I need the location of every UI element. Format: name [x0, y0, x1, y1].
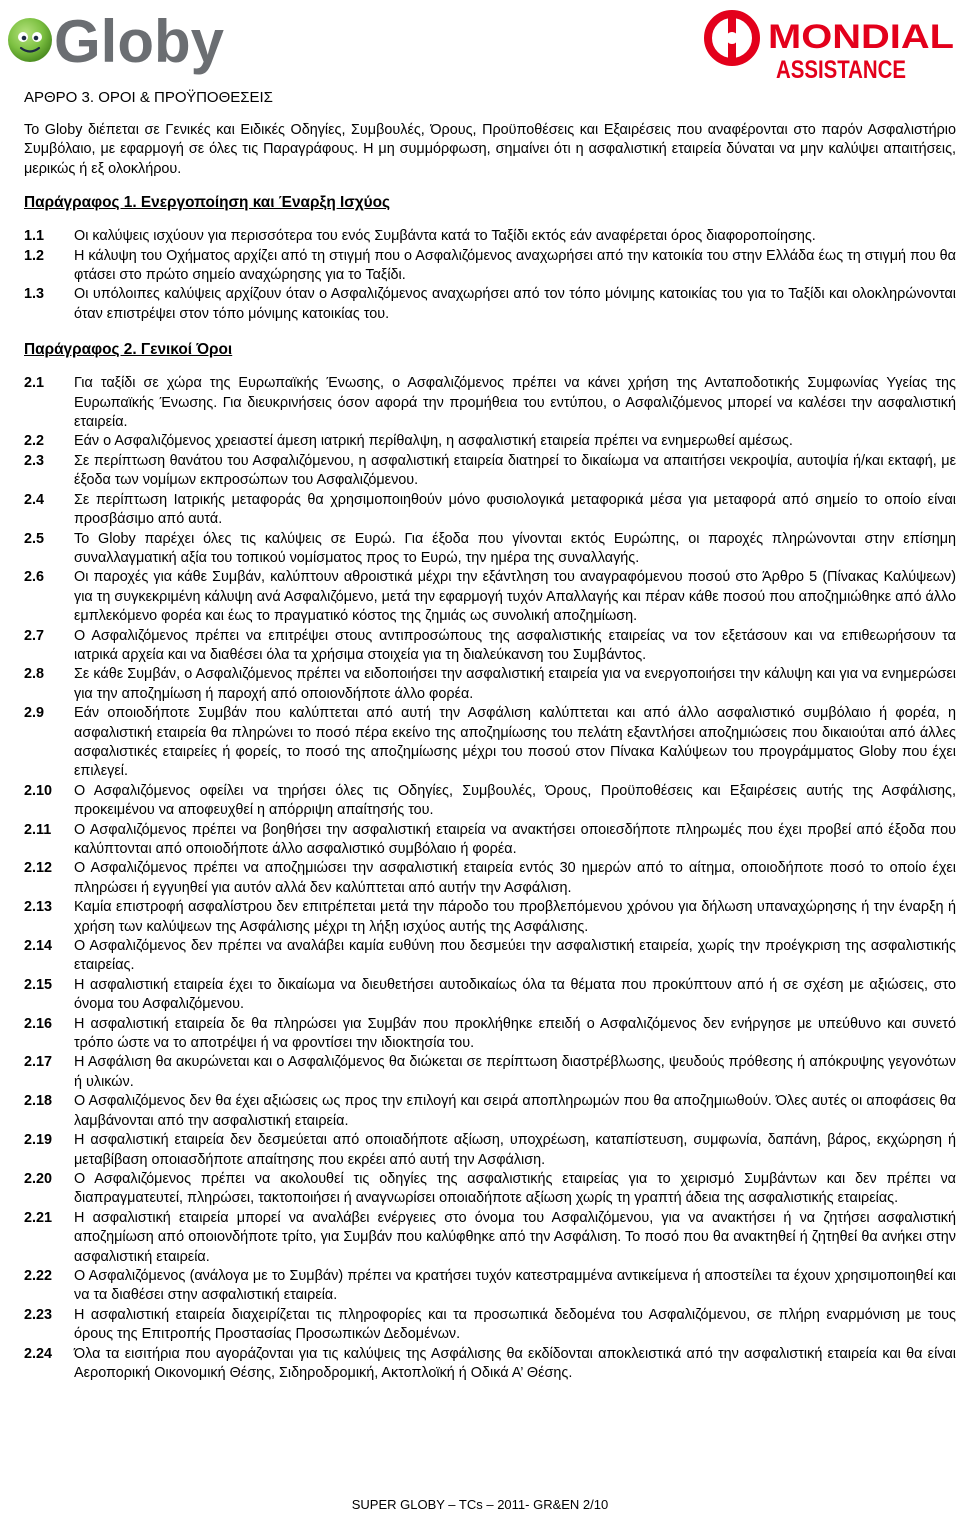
mondial-assistance-logo — [702, 4, 956, 82]
item-text: Ο Ασφαλιζόμενος δεν θα έχει αξιώσεις ως προς την επιλογή και σειρά αποπληρωμών που θα αποζημιωθούν. Όλες αυτές οι αποφάσεις θα λαμβάνονται από την ασφαλιστική εταιρεία. — [74, 1093, 956, 1129]
list-item — [24, 782, 956, 821]
mondial-emblem-icon — [708, 12, 756, 64]
item-number: 2.19 — [24, 1132, 53, 1149]
item-number: 2.21 — [24, 1209, 53, 1226]
list-item — [24, 1306, 956, 1345]
list-item — [24, 1131, 956, 1170]
intro-paragraph: Το Globy διέπεται σε Γενικές και Ειδικές Οδηγίες, Συμβουλές, Όρους, Προϋποθέσεις και Εξαιρέσεις που αναφέρονται στο παρόν Ασφαλιστήριο Συμβόλαιο, με εφαρμογή σε όλες τις Παραγράφους. Η μη συμμόρφωση, σημαίνει ότι η ασφαλιστική εταιρεία δύναται να μην καλύψει απαιτήσεις, μερικώς ή εξ ολοκλήρου. — [24, 122, 956, 177]
item-text: Ο Ασφαλιζόμενος πρέπει να ακολουθεί τις οδηγίες της ασφαλιστικής εταιρείας για το χειρισμό Συμβάντων και δεν πρέπει να διαπραγματευτεί, πληρώσει, τακτοποιήσει ή αναγνωρίσει οποιαδήποτε αξίωση χωρίς τη γραπτή άδεια της ασφαλιστικής εταιρείας. — [74, 1170, 956, 1207]
item-number: 1.1 — [24, 228, 45, 245]
item-text: Ο Ασφαλιζόμενος πρέπει να αποζημιώσει την ασφαλιστική εταιρεία εντός 30 ημερών από το αίτημα, οποιοδήποτε ποσό το οποίο έχει πληρώσει ή εγγυηθεί για αυτόν αλλά δεν καλύπτεται από αυτήν την Ασφάλιση. — [74, 860, 956, 896]
list-item — [24, 432, 956, 451]
list-item — [24, 568, 956, 626]
article-title: ΑΡΘΡΟ 3. ΟΡΟΙ & ΠΡΟΫΠΟΘΕΣΕΙΣ — [24, 89, 273, 106]
item-number: 2.24 — [24, 1345, 53, 1362]
item-number: 2.15 — [24, 976, 53, 993]
assistance-wordmark: ASSISTANCE — [776, 56, 906, 82]
list-item — [24, 821, 956, 860]
item-text: Ο Ασφαλιζόμενος δεν πρέπει να αναλάβει καμία ευθύνη που δεσμεύει την ασφαλιστική εταιρεία, χωρίς την προέγκριση της ασφαλιστικής εταιρείας. — [74, 938, 956, 974]
item-text: Για ταξίδι σε χώρα της Ευρωπαϊκής Ένωσης, ο Ασφαλιζόμενος πρέπει να κάνει χρήση της Ανταποδοτικής Συμφωνίας Υγείας της Ευρωπαϊκής Ένωσης. Για διευκρινήσεις όσον αφορά την προμήθεια του εντύπου, ο Ασφαλιζόμενος μπορεί να καλέσει την ασφαλιστική εταιρεία. — [74, 375, 956, 431]
item-text: Ο Ασφαλιζόμενος (ανάλογα με το Συμβάν) πρέπει να κρατήσει τυχόν κατεστραμμένα αντικείμενα ή αποστείλει τα έχουν χρησιμοποιηθεί και να τα διαθέσει στην ασφαλιστική εταιρεία. — [74, 1267, 956, 1304]
list-item — [24, 1345, 956, 1384]
list-item — [24, 1170, 956, 1209]
item-text: Η ασφαλιστική εταιρεία μπορεί να αναλάβει ενέργειες στο όνομα του Ασφαλιζόμενου, για να ανακτήσει ή να ζητήσει ασφαλιστική αποζημίωση από οποιονδήποτε τρίτο, για Συμβάν που καλύφθηκε από την Ασφάλιση. Το ποσό που θα ανακτηθεί ή ζητηθεί θα ανήκει στην ασφαλιστική εταιρεία. — [74, 1209, 956, 1265]
list-item — [24, 976, 956, 1015]
item-number: 1.3 — [24, 286, 45, 303]
item-number: 2.14 — [24, 938, 53, 955]
item-text: Σε περίπτωση θανάτου του Ασφαλιζόμενου, η ασφαλιστική εταιρεία διατηρεί το δικαίωμα να απαιτήσει νεκροψία, αυτοψία ή/και εκταφή, με έξοδα των νομίμων εκπροσώπων του Ασφαλιζόμενου. — [74, 452, 956, 489]
item-text: Η ασφαλιστική εταιρεία έχει το δικαίωμα να διευθετήσει αυτοδικαίως όλα τα θέματα που προκύπτουν από ή σε σχέση με αξιώσεις, στο όνομα του Ασφαλιζόμενου. — [74, 976, 956, 1013]
section-1-heading: Παράγραφος 1. Ενεργοποίηση και Έναρξη Ισχύος — [24, 194, 391, 212]
list-item — [24, 247, 956, 286]
list-item — [24, 1209, 956, 1267]
list-item — [24, 859, 956, 898]
item-text: Εάν ο Ασφαλιζόμενος χρειαστεί άμεση ιατρική περίθαλψη, η ασφαλιστική εταιρεία πρέπει να ενημερωθεί αμέσως. — [74, 433, 793, 450]
globe-icon — [8, 18, 52, 62]
item-text: Η Ασφάλιση θα ακυρώνεται και ο Ασφαλιζόμενος θα διώκεται σε περίπτωση διαστρέβλωσης, ψευδούς πρόθεσης ή απόκρυψης γεγονότων ή υλικών. — [74, 1054, 956, 1090]
globy-logo-text: Globy — [54, 8, 225, 75]
list-item — [24, 1015, 956, 1054]
section-2-heading: Παράγραφος 2. Γενικοί Όροι — [24, 341, 233, 359]
item-text: Η κάλυψη του Οχήματος αρχίζει από τη στιγμή που ο Ασφαλιζόμενος αναχωρήσει από την κατοικία του στην Ελλάδα έως τη στιγμή που θα φτάσει στο πρώτο σημείο αναχώρησης για το Ταξίδι. — [74, 247, 956, 284]
list-item — [24, 665, 956, 704]
item-number: 2.13 — [24, 899, 53, 916]
item-text: Ο Ασφαλιζόμενος οφείλει να τηρήσει όλες τις Οδηγίες, Συμβουλές, Όρους, Προϋποθέσεις και Εξαιρέσεις αυτής της Ασφάλισης, προκειμένου να αποφευχθεί η απόρριψη απαίτησής του. — [74, 782, 956, 819]
item-text: Η ασφαλιστική εταιρεία δεν δεσμεύεται από οποιαδήποτε αξίωση, υποχρέωση, καταπίστευση, συμφωνία, δαπάνη, βάρος, εκχώρηση ή μεταβίβαση οποιασδήποτε απαίτησης που εκρέει από αυτή την Ασφάλιση. — [74, 1132, 956, 1168]
list-item — [24, 491, 956, 530]
list-item — [24, 1267, 956, 1306]
item-text: Οι υπόλοιπες καλύψεις αρχίζουν όταν ο Ασφαλιζόμενος αναχωρήσει από τον τόπο μόνιμης κατοικίας του για το Ταξίδι και ολοκληρώνονται όταν επιστρέψει στον τόπο μόνιμης κατοικίας του. — [74, 286, 956, 322]
section-1-list — [24, 227, 956, 324]
item-number: 2.23 — [24, 1306, 53, 1323]
list-item — [24, 1053, 956, 1092]
list-item — [24, 937, 956, 976]
item-text: Όλα τα εισιτήρια που αγοράζονται για τις καλύψεις της Ασφάλισης θα εκδίδονται αποκλειστικά από την ασφαλιστική εταιρεία και θα είναι Αεροπορική Οικονομική Θέσης, Σιδηροδρομική, Ακτοπλοϊκή ή Οδικά Α’ Θέσης. — [74, 1345, 956, 1381]
item-number: 2.17 — [24, 1054, 53, 1071]
item-number: 2.11 — [24, 821, 52, 838]
item-text: Η ασφαλιστική εταιρεία διαχειρίζεται τις πληροφορίες και τα προσωπικά δεδομένα του Ασφαλιζόμενου, σε πλήρη εναρμόνιση με τους όρους της Επιτροπής Προστασίας Προσωπικών Δεδομένων. — [74, 1306, 956, 1343]
list-item — [24, 227, 956, 246]
item-number: 2.16 — [24, 1015, 53, 1032]
item-text: Εάν οποιοδήποτε Συμβάν που καλύπτεται από αυτή την Ασφάλιση καλύπτεται και από άλλο ασφαλιστικό συμβόλαιο ή φορέα, η ασφαλιστική εταιρεία θα πληρώνει το ποσό πέρα εκείνο της αποζημίωσης του πελάτη εξαντλήσει αποζημιώσεις που δικαιούται από άλλες ασφαλιστικές εταιρείες ή φορείς, το ποσό της αποζημίωσης μέχρι του ποσού στον Πίνακα Καλύψεων του προγράμματος Globy που έχει επιλεγεί. — [74, 705, 956, 780]
item-number: 2.1 — [24, 375, 45, 392]
item-number: 2.4 — [24, 491, 45, 508]
list-item — [24, 285, 956, 324]
globy-logo — [6, 4, 268, 76]
list-item — [24, 374, 956, 432]
mondial-wordmark: MONDIAL — [768, 18, 954, 56]
list-item — [24, 704, 956, 782]
item-number: 2.7 — [24, 627, 45, 644]
list-item — [24, 1092, 956, 1131]
item-number: 2.8 — [24, 666, 45, 683]
item-text: Η ασφαλιστική εταιρεία δε θα πληρώσει για Συμβάν που προκλήθηκε επειδή ο Ασφαλιζόμενος δεν ενήργησε με υπεύθυνο και συνετό τρόπο ώστε να το αποτρέψει ή να φροντίσει την ιδιοκτησία του. — [74, 1015, 956, 1052]
page-footer: SUPER GLOBY – TCs – 2011- GR&EN 2/10 — [351, 1497, 609, 1512]
item-number: 2.6 — [24, 569, 45, 586]
item-text: Οι καλύψεις ισχύουν για περισσότερα του ενός Συμβάντα κατά το Ταξίδι εκτός εάν αναφέρεται όρος διαφοροποίησης. — [74, 228, 816, 245]
item-text: Σε κάθε Συμβάν, ο Ασφαλιζόμενος πρέπει να ειδοποιήσει την ασφαλιστική εταιρεία για να ενεργοποιήσει την κάλυψη και για να ενημερώσει για την αποζημίωση ή παροχή από οποιονδήποτε άλλο φορέα. — [74, 666, 956, 702]
item-text: Το Globy παρέχει όλες τις καλύψεις σε Ευρώ. Για έξοδα που γίνονται εκτός Ευρώπης, οι παροχές πληρώνονται στην επίσημη συναλλαγματική αξία του τοπικού νομίσματος προς το Ευρώ, την ημέρα της συναλλαγής. — [74, 530, 956, 566]
item-number: 2.5 — [24, 530, 45, 547]
section-2-list — [24, 374, 956, 1383]
item-number: 2.3 — [24, 452, 45, 469]
list-item — [24, 530, 956, 569]
item-number: 2.22 — [24, 1267, 53, 1284]
item-text: Οι παροχές για κάθε Συμβάν, καλύπτουν αθροιστικά μέχρι την εξάντληση του αναγραφόμενου ποσού στο Άρθρο 5 (Πίνακας Καλύψεων) για τη συγκεκριμένη κάλυψη ανά Ασφαλιζόμενο, μετά την εφαρμογή τυχόν Απαλλαγής και πέραν κάθε ποσού που αποζημιώθηκε από άλλο εμπλεκόμενο φορέα και έως το πραγματικό κόστος της ζημιάς ως συνολική αποζημίωση. — [74, 569, 956, 625]
item-number: 2.18 — [24, 1093, 53, 1110]
document-body — [24, 88, 956, 1383]
item-number: 2.10 — [24, 782, 53, 799]
item-number: 1.2 — [24, 247, 45, 264]
item-number: 2.2 — [24, 433, 45, 450]
list-item — [24, 898, 956, 937]
item-text: Ο Ασφαλιζόμενος πρέπει να βοηθήσει την ασφαλιστική εταιρεία να ανακτήσει οποιεσδήποτε πληρωμές που έχει προβεί από έξοδα που καλύπτονται από οποιοδήποτε άλλο ασφαλιστικό συμβόλαιο ή φορέα. — [74, 821, 956, 857]
list-item — [24, 627, 956, 666]
list-item — [24, 452, 956, 491]
item-text: Σε περίπτωση Ιατρικής μεταφοράς θα χρησιμοποιηθούν μόνο φυσιολογικά μεταφορικά μέσα για μεταφορά από σημείο το οποίο είναι προσβάσιμο από αυτά. — [74, 491, 956, 528]
item-text: Καμία επιστροφή ασφαλίστρου δεν επιτρέπεται μετά την πάροδο του προβλεπόμενου χρόνου για δήλωση υπαναχώρησης ή την έναρξη ή χρήση των καλύψεων της Ασφάλισης μέχρι τη λήξη ισχύος αυτής της Ασφάλισης. — [74, 899, 956, 935]
item-number: 2.9 — [24, 705, 45, 722]
item-text: Ο Ασφαλιζόμενος πρέπει να επιτρέψει στους αντιπροσώπους της ασφαλιστικής εταιρείας να τον εξετάσουν και να επιθεωρήσουν τα ιατρικά αρχεία και να διαθέσει όλα τα χρήσιμα στοιχεία για τη διαλεύκανση του Συμβάντος. — [74, 627, 956, 663]
item-number: 2.12 — [24, 860, 53, 877]
item-number: 2.20 — [24, 1170, 53, 1187]
